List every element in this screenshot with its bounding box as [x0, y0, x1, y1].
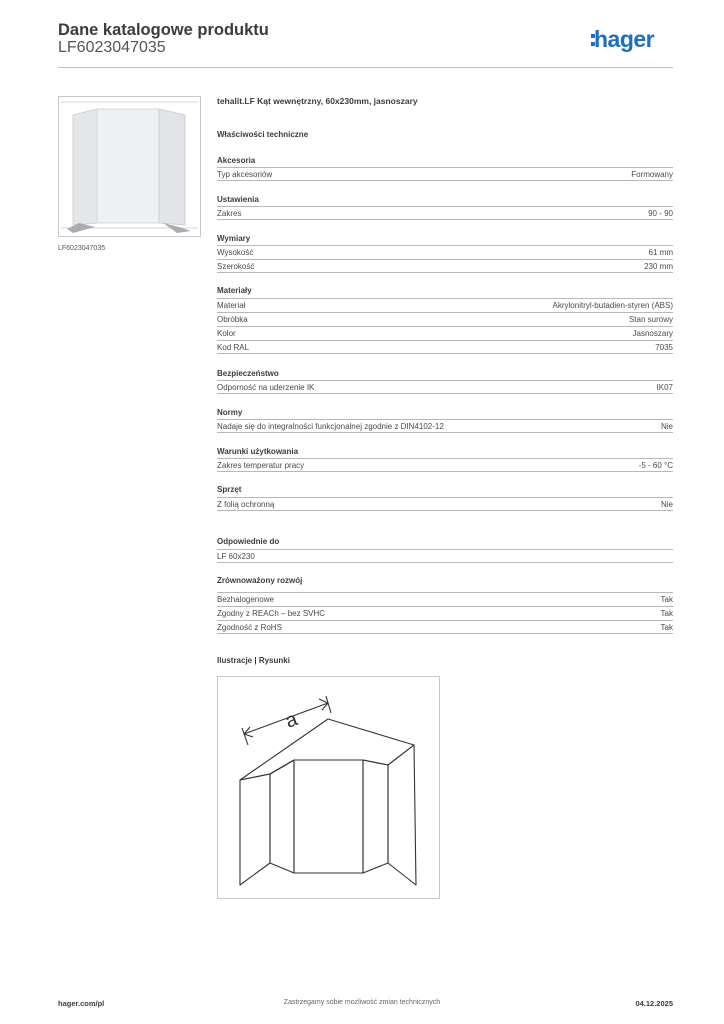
footer-disclaimer: Zastrzegamy sobie możliwość zmian technicznych [283, 999, 441, 1006]
table-row [217, 620, 673, 634]
section-title-warunki: Warunki użytkowania [217, 447, 299, 456]
section-title-sprzet: Sprzęt [217, 485, 242, 494]
row-label: Kolor [217, 329, 236, 338]
row-value: -5 - 60 °C [638, 461, 673, 470]
header-divider [58, 67, 673, 68]
table-row [217, 340, 673, 354]
row-value: 230 mm [644, 262, 673, 271]
section-title-odpowiednie: Odpowiednie do [217, 537, 280, 546]
row-label: Materiał [217, 301, 246, 310]
photo-caption: LF6023047035 [58, 245, 106, 252]
table-row [217, 549, 673, 563]
hager-logo[interactable]: hager [594, 26, 655, 52]
table-row [217, 245, 673, 259]
section-title-materialy: Materiały [217, 286, 252, 295]
table-row [217, 259, 673, 273]
row-label: LF 60x230 [217, 552, 255, 561]
table-row [217, 606, 673, 620]
table-row [217, 167, 673, 181]
table-row [217, 380, 673, 394]
section-title-wymiary: Wymiary [217, 234, 251, 243]
table-row [217, 298, 673, 312]
row-label: Zgodność z RoHS [217, 623, 282, 632]
row-label: Nadaje się do integralności funkcjonalnej zgodnie z DIN4102-12 [217, 422, 444, 431]
row-value: Tak [660, 623, 673, 632]
row-value: Stan surowy [628, 315, 673, 324]
section-title-ilustracje: Ilustracje | Rysunki [217, 656, 290, 665]
row-label: Z folią ochronną [217, 500, 275, 509]
row-value: Nie [660, 422, 673, 431]
section-title-akcesoria: Akcesoria [217, 156, 256, 165]
product-name: tehalit.LF Kąt wewnętrzny, 60x230mm, jasnoszary [217, 96, 418, 106]
table-row [217, 419, 673, 433]
row-label: Typ akcesoriów [217, 170, 273, 179]
section-title-ustawienia: Ustawienia [217, 195, 259, 204]
row-value: Akrylonitryl-butadien-styren (ABS) [552, 301, 673, 310]
section-title-zrownowazony: Zrównoważony rozwój [217, 576, 303, 585]
row-label: Obróbka [217, 315, 248, 324]
product-image [59, 97, 200, 236]
row-value: Tak [660, 609, 673, 618]
row-value: 7035 [655, 343, 673, 352]
row-label: Zgodny z REACh – bez SVHC [217, 609, 326, 618]
row-value: Tak [660, 595, 673, 604]
table-row [217, 592, 673, 606]
row-value: IK07 [656, 383, 673, 392]
row-label: Zakres temperatur pracy [217, 461, 305, 470]
footer-date: 04.12.2025 [635, 999, 673, 1008]
row-value: 90 - 90 [648, 209, 673, 218]
row-label: Wysokość [217, 248, 254, 257]
table-row [217, 497, 673, 511]
row-value: Formowany [631, 170, 673, 179]
technical-drawing [217, 676, 440, 899]
table-row [217, 206, 673, 220]
dimension-label: a [282, 708, 301, 733]
table-row [217, 312, 673, 326]
section-title-bezpieczenstwo: Bezpieczeństwo [217, 369, 279, 378]
product-photo [58, 96, 201, 237]
corner-drawing-svg [218, 677, 439, 898]
table-row [217, 326, 673, 340]
page-title: Dane katalogowe produktu [58, 21, 269, 39]
product-sku: LF6023047035 [58, 39, 166, 56]
row-label: Kod RAL [217, 343, 250, 352]
row-label: Zakres [217, 209, 242, 218]
properties-heading: Właściwości techniczne [217, 130, 309, 139]
row-value: Jasnoszary [632, 329, 673, 338]
row-value: Nie [660, 500, 673, 509]
row-label: Odporność na uderzenie IK [217, 383, 315, 392]
section-title-normy: Normy [217, 408, 243, 417]
row-value: 61 mm [648, 248, 673, 257]
row-label: Szerokość [217, 262, 255, 271]
table-row [217, 458, 673, 472]
row-label: Bezhalogenowe [217, 595, 274, 604]
footer-website-link[interactable]: hager.com/pl [58, 999, 105, 1008]
